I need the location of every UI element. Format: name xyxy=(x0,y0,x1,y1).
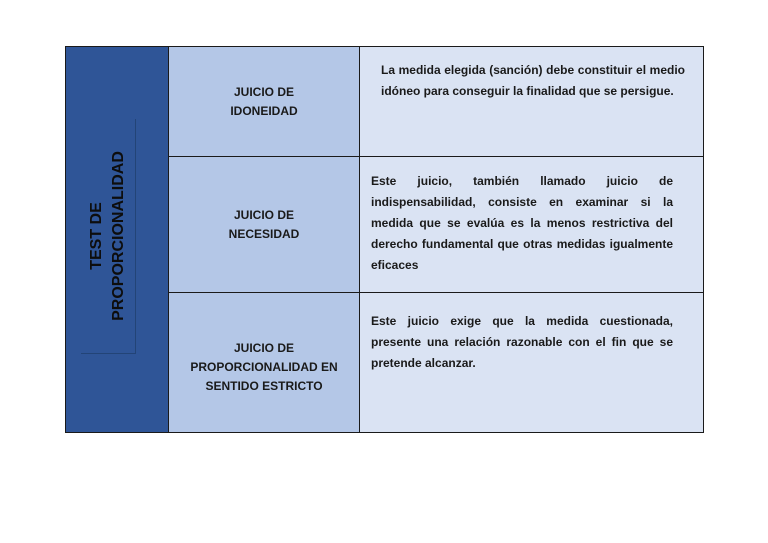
proportionality-test-table xyxy=(65,46,704,433)
row-label: JUICIO DE NECESIDAD xyxy=(228,207,300,241)
row-idoneidad xyxy=(169,47,703,156)
row-description-cell xyxy=(360,157,703,292)
row-description: Este juicio exige que la medida cuestionada, presente una relación razonable con el fin que se pretende alcanzar. xyxy=(371,314,673,370)
row-description: La medida elegida (sanción) debe constituir el medio idóneo para conseguir la finalidad que se persigue. xyxy=(381,63,685,98)
side-title: TEST DE PROPORCIONALIDAD xyxy=(88,151,127,321)
row-label: JUICIO DE IDONEIDAD xyxy=(230,84,298,118)
row-description: Este juicio, también llamado juicio de indispensabilidad, consiste en examinar si la medida que se evalúa es la menos restrictiva del derecho fundamental que otras medidas igualmente eficaces xyxy=(371,174,673,272)
row-description-cell xyxy=(360,293,703,432)
row-label: JUICIO DE PROPORCIONALIDAD EN SENTIDO ESTRICTO xyxy=(190,341,338,393)
side-title-column xyxy=(66,47,169,432)
row-proporcionalidad-estricto xyxy=(169,292,703,432)
row-label-cell xyxy=(169,157,360,292)
side-title-box xyxy=(81,119,136,354)
row-label-cell xyxy=(169,293,360,432)
row-description-cell xyxy=(360,47,703,156)
row-necesidad xyxy=(169,156,703,292)
row-label-cell xyxy=(169,47,360,156)
